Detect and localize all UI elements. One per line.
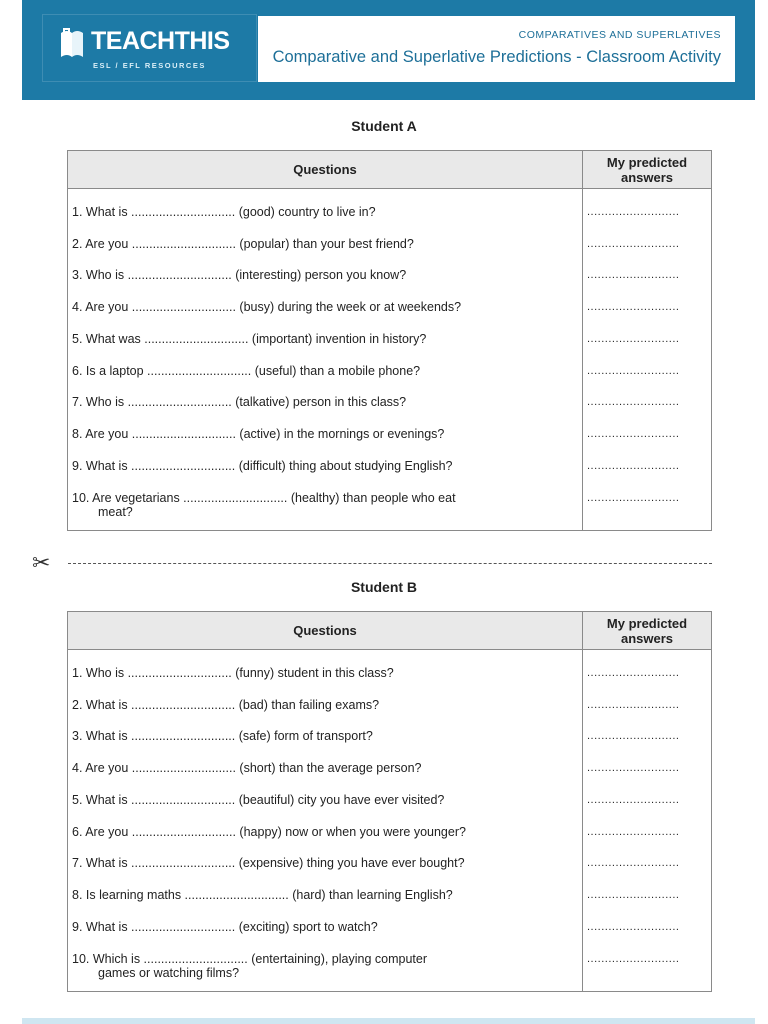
- table-row: [68, 395, 712, 427]
- answer-blank[interactable]: ..........................: [583, 332, 712, 364]
- question-continuation: meat?: [98, 504, 133, 519]
- question-text: [68, 952, 583, 992]
- table-row: [68, 761, 712, 793]
- question-text: 4. Are you .............................. (busy) during the week or at weekends?: [68, 300, 583, 332]
- table-row: [68, 952, 712, 992]
- answer-blank[interactable]: ..........................: [583, 364, 712, 396]
- table-row: [68, 491, 712, 531]
- answer-blank[interactable]: ..........................: [583, 698, 712, 730]
- answer-blank[interactable]: ..........................: [583, 300, 712, 332]
- table-row: [68, 237, 712, 269]
- student-a-title: Student A: [351, 118, 417, 134]
- answer-blank[interactable]: ..........................: [583, 268, 712, 300]
- question-text: 5. What is .............................. (beautiful) city you have ever visited?: [68, 793, 583, 825]
- answer-blank[interactable]: ..........................: [583, 793, 712, 825]
- question-text: 3. Who is .............................. (interesting) person you know?: [68, 268, 583, 300]
- questions-header: Questions: [68, 151, 583, 189]
- question-text: 9. What is .............................. (difficult) thing about studying English?: [68, 459, 583, 491]
- answer-blank[interactable]: ..........................: [583, 459, 712, 491]
- question-text: [68, 491, 583, 531]
- question-continuation: games or watching films?: [98, 965, 240, 980]
- question-text: 9. What is .............................. (exciting) sport to watch?: [68, 920, 583, 952]
- table-row: [68, 920, 712, 952]
- answer-blank[interactable]: ..........................: [583, 395, 712, 427]
- question-line: 10. Are vegetarians .............................. (healthy) than people who eat: [72, 490, 456, 505]
- logo-text: TEACHTHIS: [91, 27, 230, 55]
- table-row: [68, 332, 712, 364]
- answer-blank[interactable]: ..........................: [583, 825, 712, 857]
- question-text: 5. What was .............................. (important) invention in history?: [68, 332, 583, 364]
- answer-blank[interactable]: ..........................: [583, 888, 712, 920]
- category-label: COMPARATIVES AND SUPERLATIVES: [518, 29, 721, 41]
- book-logo-icon: [57, 27, 87, 61]
- answers-header: My predicted answers: [583, 612, 712, 650]
- table-row: [68, 825, 712, 857]
- question-text: 1. Who is .............................. (funny) student in this class?: [68, 650, 583, 698]
- student-a-table: [67, 150, 712, 531]
- question-text: 4. Are you .............................. (short) than the average person?: [68, 761, 583, 793]
- answer-blank[interactable]: ..........................: [583, 952, 712, 992]
- question-text: 6. Is a laptop .............................. (useful) than a mobile phone?: [68, 364, 583, 396]
- logo-subtitle: ESL / EFL RESOURCES: [93, 61, 206, 70]
- answer-blank[interactable]: ..........................: [583, 650, 712, 698]
- title-box: [258, 16, 735, 82]
- scissors-icon: ✂: [32, 551, 51, 576]
- footer-band: [22, 1018, 755, 1024]
- table-row: [68, 300, 712, 332]
- answer-blank[interactable]: ..........................: [583, 427, 712, 459]
- table-row: [68, 698, 712, 730]
- table-row: [68, 888, 712, 920]
- table-row: [68, 459, 712, 491]
- student-b-title: Student B: [350, 579, 418, 595]
- question-text: 8. Are you .............................. (active) in the mornings or evenings?: [68, 427, 583, 459]
- question-text: 3. What is .............................. (safe) form of transport?: [68, 729, 583, 761]
- answer-blank[interactable]: ..........................: [583, 237, 712, 269]
- table-row: [68, 729, 712, 761]
- table-row: [68, 268, 712, 300]
- question-text: 1. What is .............................. (good) country to live in?: [68, 189, 583, 237]
- answer-blank[interactable]: ..........................: [583, 189, 712, 237]
- question-text: 8. Is learning maths .............................. (hard) than learning English?: [68, 888, 583, 920]
- answer-blank[interactable]: ..........................: [583, 491, 712, 531]
- question-text: 2. Are you .............................. (popular) than your best friend?: [68, 237, 583, 269]
- page-title: Comparative and Superlative Predictions - Classroom Activity: [272, 48, 721, 66]
- question-text: 6. Are you .............................. (happy) now or when you were younger?: [68, 825, 583, 857]
- cut-line: [32, 551, 712, 576]
- table-row: [68, 650, 712, 698]
- logo[interactable]: [42, 14, 257, 82]
- student-b-table: [67, 611, 712, 992]
- question-text: 7. Who is .............................. (talkative) person in this class?: [68, 395, 583, 427]
- question-line: 10. Which is .............................. (entertaining), playing computer: [72, 951, 427, 966]
- answer-blank[interactable]: ..........................: [583, 920, 712, 952]
- question-text: 2. What is .............................. (bad) than failing exams?: [68, 698, 583, 730]
- answer-blank[interactable]: ..........................: [583, 856, 712, 888]
- header-banner: [22, 0, 755, 100]
- table-row: [68, 427, 712, 459]
- table-row: [68, 856, 712, 888]
- answer-blank[interactable]: ..........................: [583, 761, 712, 793]
- table-row: [68, 793, 712, 825]
- table-row: [68, 189, 712, 237]
- question-text: 7. What is .............................. (expensive) thing you have ever bought?: [68, 856, 583, 888]
- dashed-divider: [68, 563, 712, 564]
- answers-header: My predicted answers: [583, 151, 712, 189]
- questions-header: Questions: [68, 612, 583, 650]
- table-row: [68, 364, 712, 396]
- answer-blank[interactable]: ..........................: [583, 729, 712, 761]
